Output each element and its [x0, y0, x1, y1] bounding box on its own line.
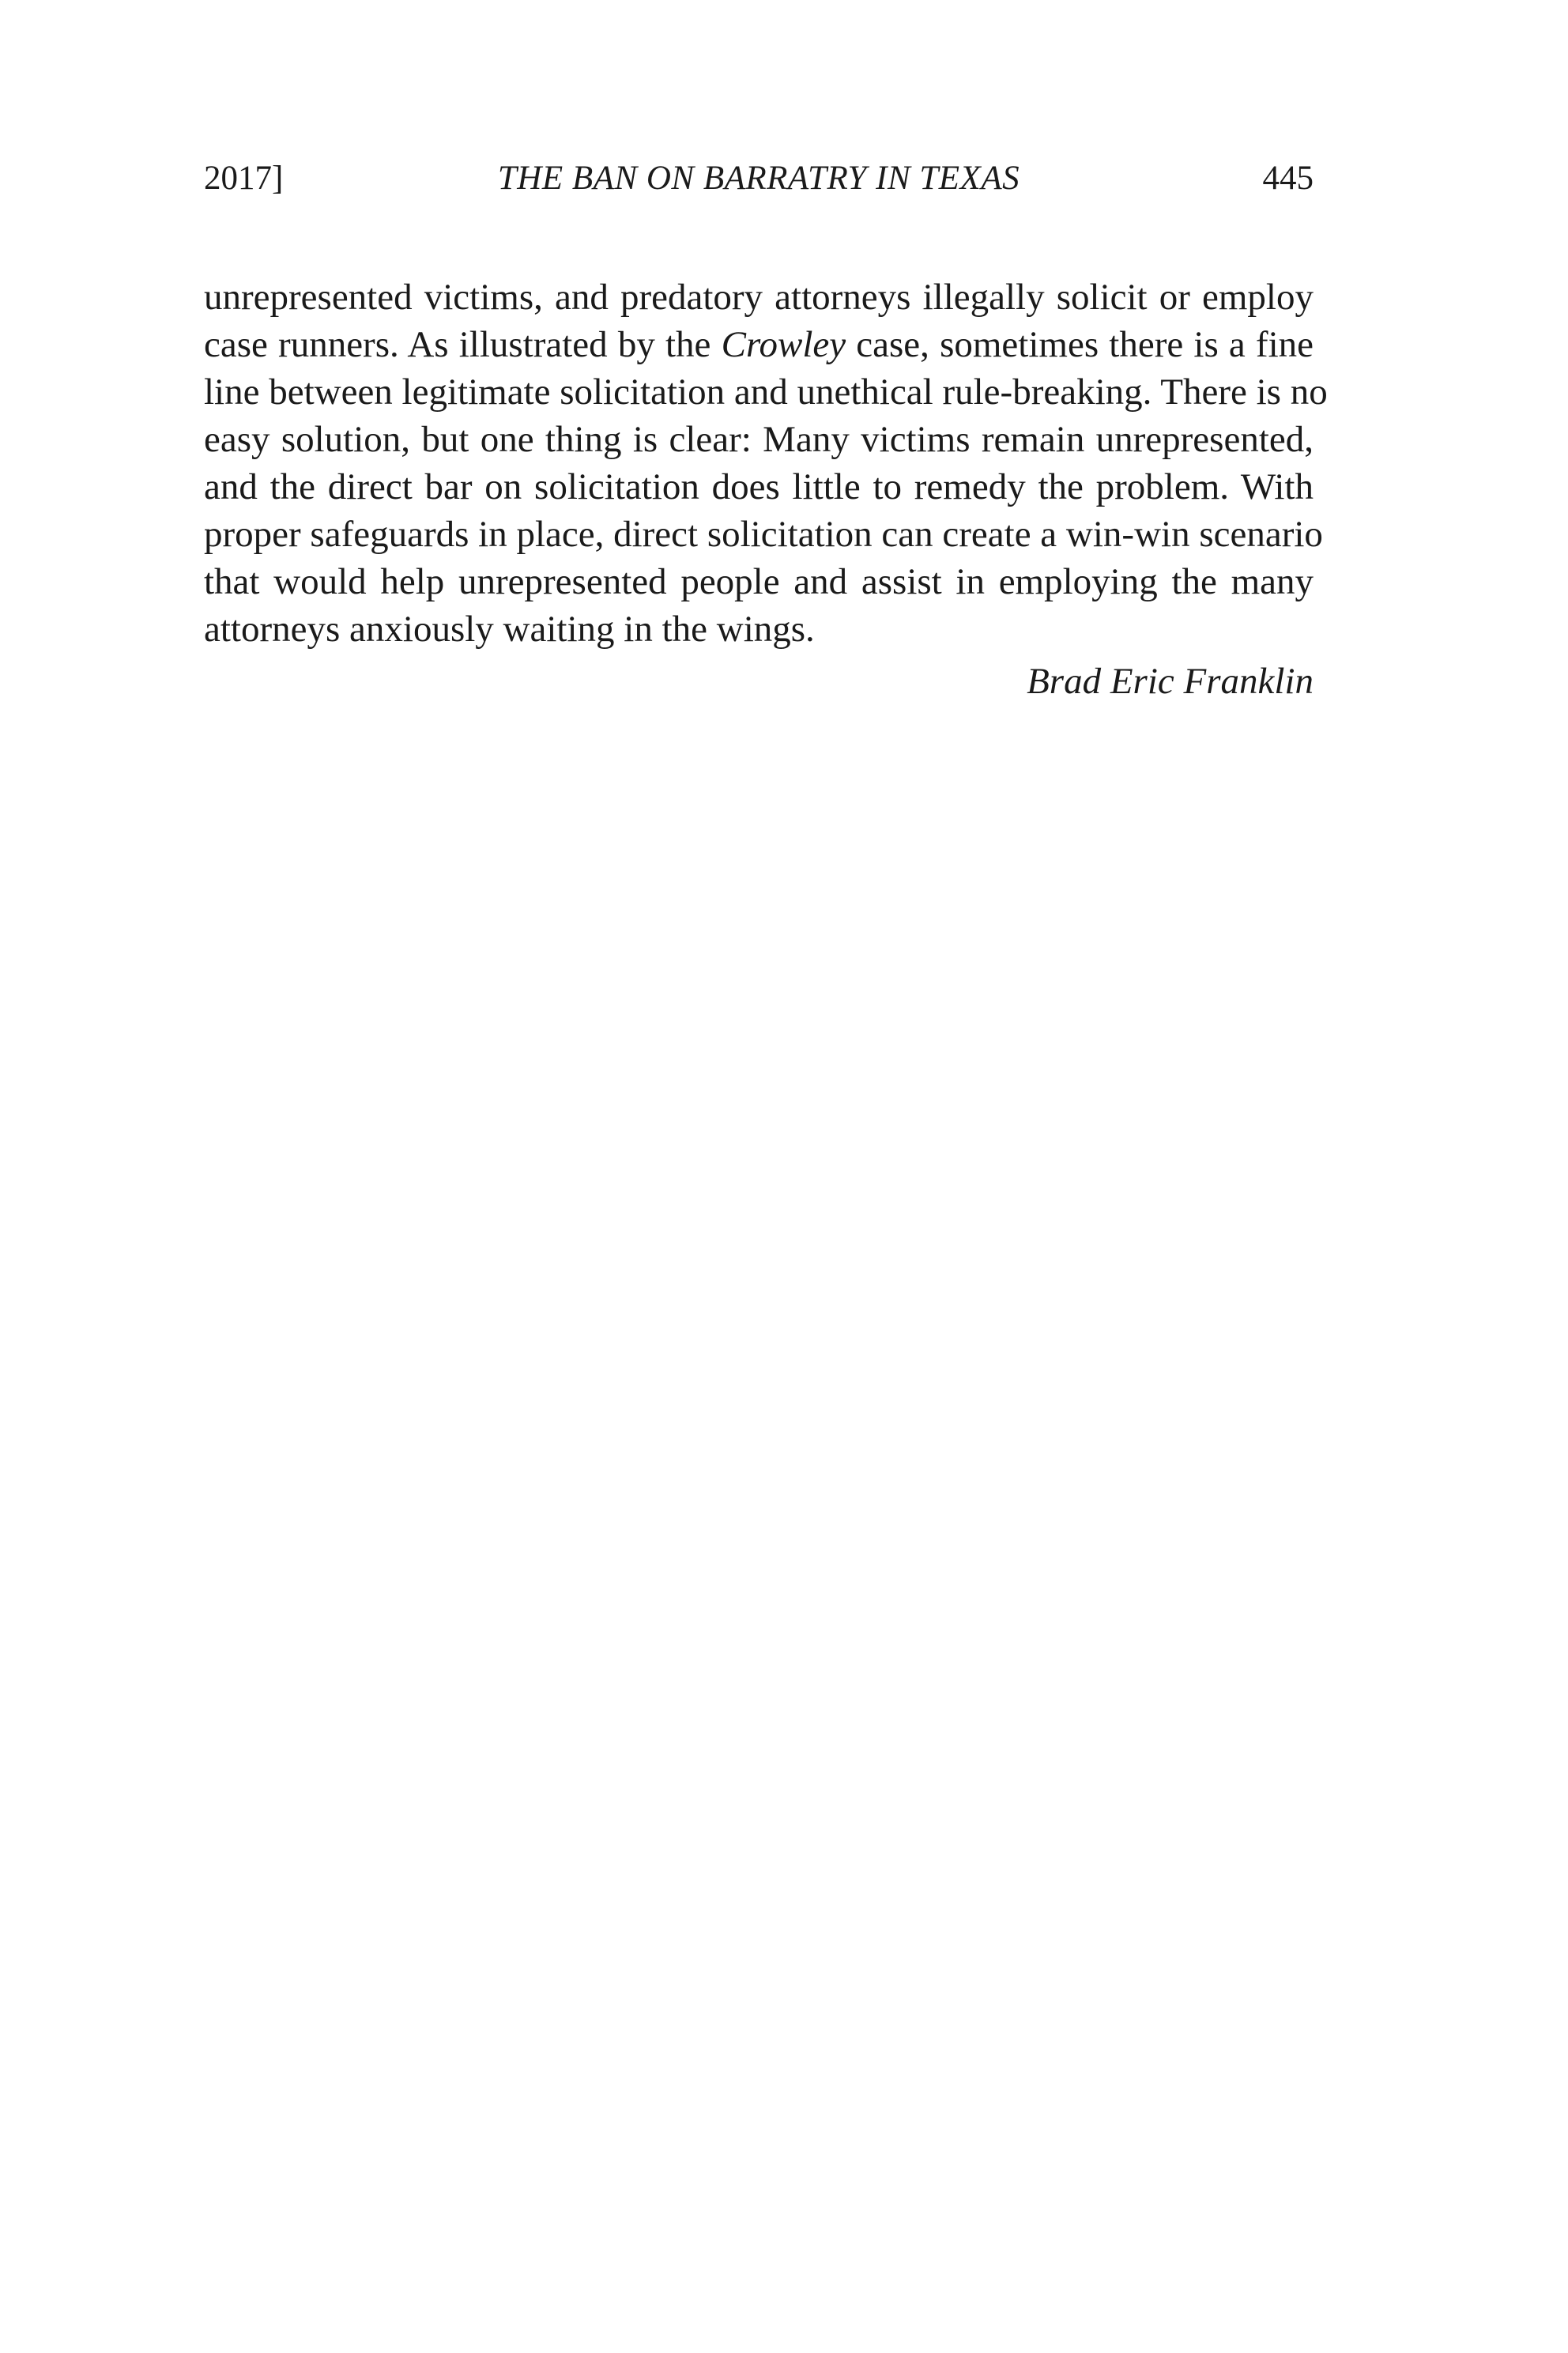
running-head: [204, 155, 1314, 202]
running-head-title: THE BAN ON BARRATRY IN TEXAS: [497, 160, 1020, 197]
page-number: 445: [1262, 160, 1314, 197]
body-line-6: proper safeguards in place, direct solicitation can create a win-win scenario: [204, 514, 1323, 555]
body-line-3: line between legitimate solicitation and unethical rule-breaking. There is no: [204, 371, 1328, 413]
case-name-italic: Crowley: [721, 324, 846, 365]
body-paragraph: [204, 273, 1328, 653]
body-line-5: and the direct bar on solicitation does little to remedy the problem. With: [204, 466, 1314, 507]
author-signature: Brad Eric Franklin: [1027, 661, 1314, 702]
body-line-7: that would help unrepresented people and assist in employing the many: [204, 561, 1314, 602]
body-line-2-start: case runners. As illustrated by the: [204, 324, 722, 365]
body-line-4: easy solution, but one thing is clear: Many victims remain unrepresented,: [204, 419, 1314, 460]
body-line-1: unrepresented victims, and predatory attorneys illegally solicit or employ: [204, 277, 1314, 318]
running-head-year: 2017]: [204, 160, 284, 197]
body-line-2-end: case, sometimes there is a fine: [846, 324, 1314, 365]
body-line-2: [204, 321, 1314, 368]
body-line-8: attorneys anxiously waiting in the wings.: [204, 609, 815, 650]
